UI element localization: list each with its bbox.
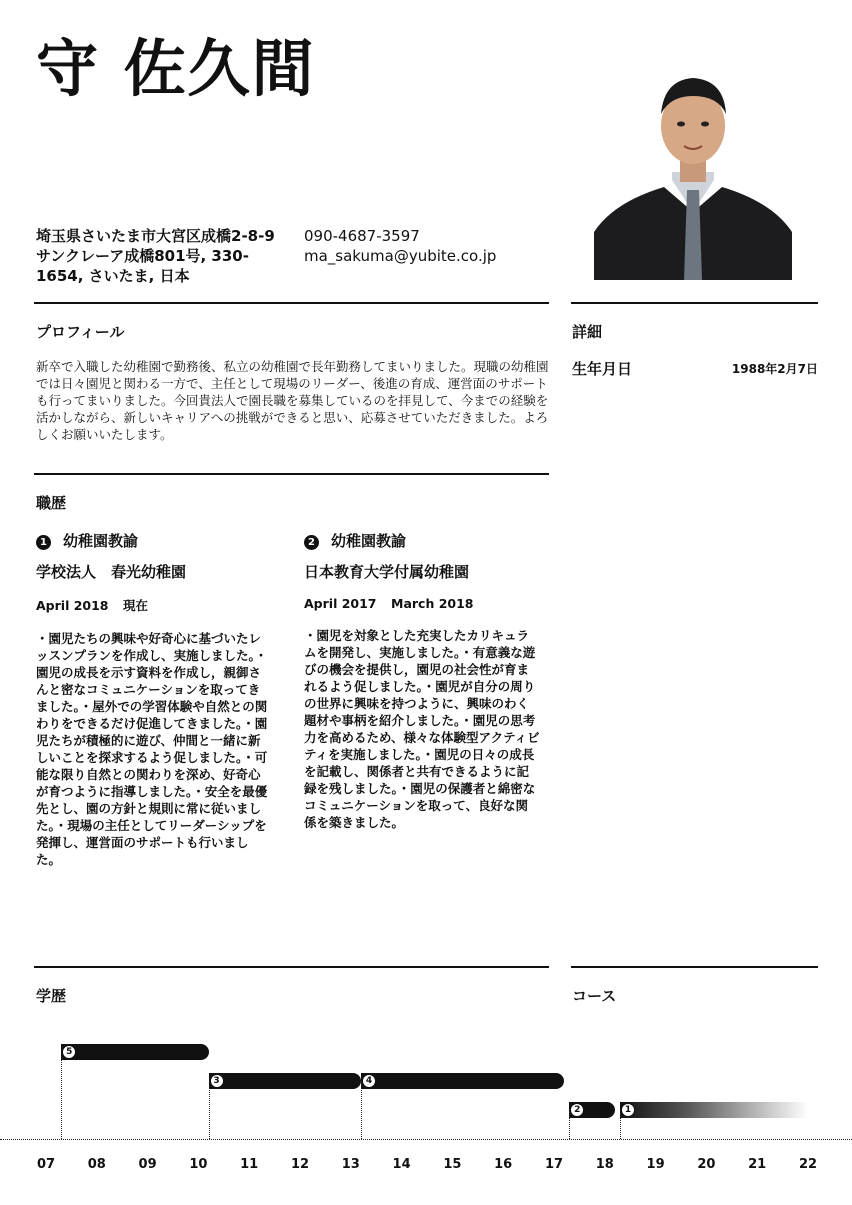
job-number: 1: [36, 535, 51, 550]
timeline-guide: [620, 1110, 621, 1139]
job-description: ・園児を対象とした充実したカリキュラムを開発し、実施しました。・有意義な遊びの機会を提供し，園児の社会性が育まれるよう促しました。・園児が自分の周りの世界に興味を持つように、興味のわく題材や事柄を紹介しました。・園児の思考力を高めるため、様々な体験型アクティビティを実施しました。・園児の日々の成長を記載し、関係者と共有できるように記録を残しました。・園児の保護者と綿密なコミュニケーションを取って、良好な関係を築きました。: [304, 628, 540, 830]
timeline-bar-number: 1: [621, 1103, 635, 1117]
profile-title: プロフィール: [36, 323, 125, 341]
job-position: 2 幼稚園教諭: [304, 530, 540, 551]
job-end: 現在: [123, 598, 149, 613]
timeline-tick: 19: [646, 1157, 665, 1172]
email: ma_sakuma@yubite.co.jp: [304, 247, 497, 265]
divider: [571, 302, 818, 304]
timeline-bar: [361, 1073, 564, 1089]
phone: 090-4687-3597: [304, 227, 420, 245]
job-end: March 2018: [391, 596, 474, 611]
timeline-tick: 10: [189, 1157, 208, 1172]
job-dates: [304, 596, 540, 611]
timeline-bar-number: 2: [570, 1103, 584, 1117]
timeline-tick: 09: [138, 1157, 157, 1172]
divider: [34, 302, 549, 304]
timeline-bar: [569, 1102, 615, 1118]
birth-label: 生年月日: [572, 360, 633, 378]
timeline-bar: [620, 1102, 808, 1118]
timeline-tick: 15: [443, 1157, 462, 1172]
divider: [34, 966, 549, 968]
divider: [571, 966, 818, 968]
timeline-guide: [61, 1052, 62, 1139]
job-start: April 2018: [36, 598, 109, 613]
timeline-tick: 18: [595, 1157, 614, 1172]
contact-info: [304, 226, 496, 266]
timeline-bar: [209, 1073, 361, 1089]
job-entry: [36, 530, 272, 868]
profile-photo: [594, 62, 792, 280]
profile-text: 新卒で入職した幼稚園で勤務後、私立の幼稚園で長年勤務してまいりました。現職の幼稚園では日々園児と関わる一方で、主任として現場のリーダー、後進の育成、運営面のサポートも行ってまいりました。今回貴法人で園長職を募集しているのを拝見して、今までの経験を活かしながら、新しいキャリアへの挑戦ができると思い、応募させていただきました。よろしくお願いいたします。: [36, 359, 549, 442]
birth-row: [572, 358, 818, 379]
timeline-tick: 22: [798, 1157, 818, 1172]
timeline-bar-number: 3: [210, 1074, 224, 1088]
job-position: 1 幼稚園教諭: [36, 530, 272, 551]
job-entry: [304, 530, 540, 831]
timeline-guide: [361, 1081, 362, 1139]
education-title: 学歴: [36, 987, 67, 1005]
timeline-tick: 07: [36, 1157, 56, 1172]
timeline-bar-number: 5: [62, 1045, 76, 1059]
courses-title: コース: [572, 987, 617, 1005]
details-title: 詳細: [572, 323, 603, 341]
job-number: 2: [304, 535, 319, 550]
timeline-tick: 21: [748, 1157, 767, 1172]
timeline-tick: 12: [290, 1157, 310, 1172]
birth-value: 1988年2月7日: [731, 362, 818, 376]
timeline-tick: 16: [494, 1157, 513, 1172]
divider: [34, 473, 549, 475]
timeline-tick: 13: [341, 1157, 360, 1172]
job-dates: [36, 596, 272, 614]
timeline-tick: 14: [392, 1157, 411, 1172]
timeline-bar: [61, 1044, 208, 1060]
job-org: 学校法人 春光幼稚園: [36, 563, 187, 581]
timeline-bar-number: 4: [362, 1074, 376, 1088]
timeline-guide: [209, 1081, 210, 1139]
timeline-tick: 17: [544, 1157, 564, 1172]
job-start: April 2017: [304, 596, 377, 611]
career-title: 職歴: [36, 494, 67, 512]
job-org: 日本教育大学付属幼稚園: [304, 563, 470, 581]
timeline-tick: 20: [697, 1157, 716, 1172]
address: 埼玉県さいたま市大宮区成橋2-8-9 サンクレーア成橋801号, 330-1654, さいたま, 日本: [36, 227, 290, 285]
timeline-guide: [569, 1110, 570, 1139]
timeline-tick: 08: [87, 1157, 106, 1172]
candidate-name: 守 佐久間: [36, 32, 316, 105]
job-description: ・園児たちの興味や好奇心に基づいたレッスンプランを作成し、実施しました。・園児の成長を示す資料を作成し，親御さんと密なコミュニケーションを取ってきました。・屋外での学習体験や自然との関わりをできるだけ促進してきました。・園児たちが積極的に遊び、仲間と一緒に新しいことを探求するよう促しました。・可能な限り自然との関わりを深め、好奇心が育つように指導しました。・安全を最優先とし、園の方針と規則に常に従いました。・現場の主任としてリーダーシップを発揮し、運営面のサポートも行いました。: [36, 631, 268, 867]
timeline-axis: [0, 1139, 852, 1140]
timeline-tick: 11: [240, 1157, 259, 1172]
